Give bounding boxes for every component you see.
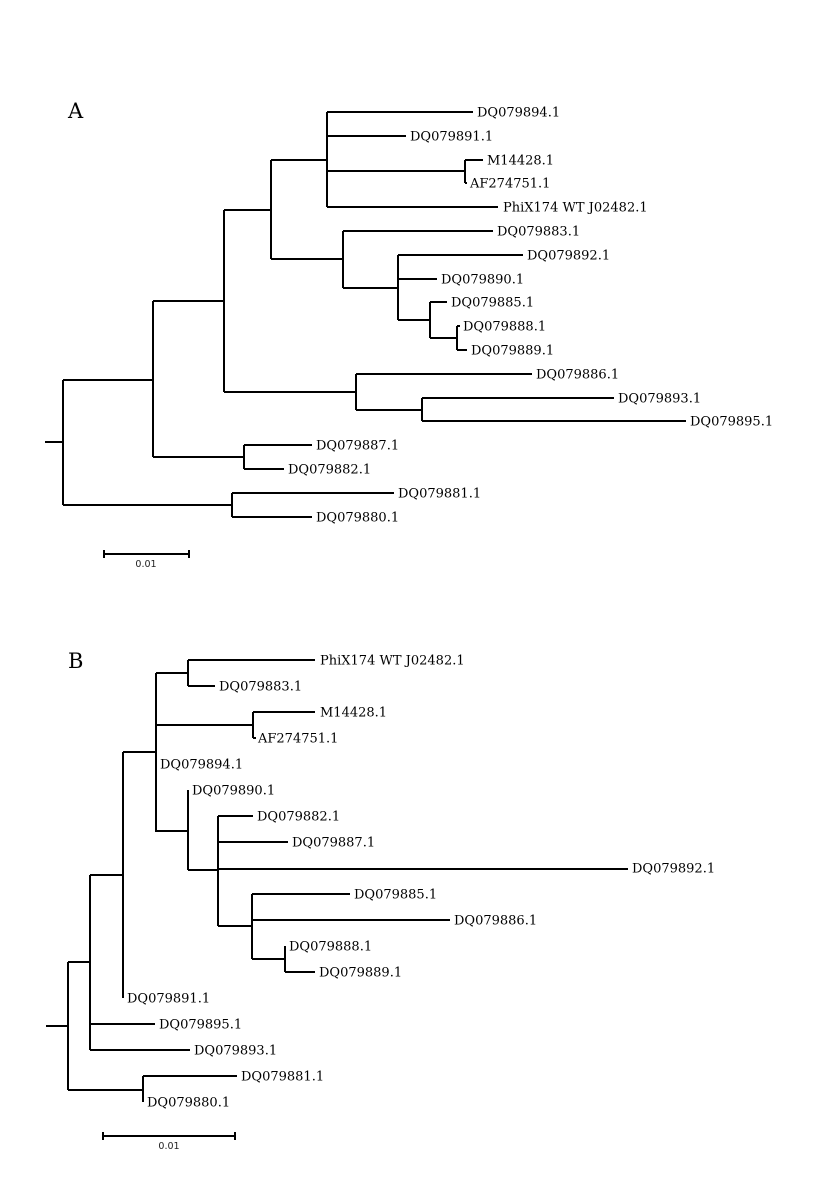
tip-label-a-dq079893: DQ079893.1 bbox=[618, 391, 702, 407]
tip-label-a-dq079885: DQ079885.1 bbox=[451, 295, 535, 311]
tip-label-a-m14428: M14428.1 bbox=[487, 153, 555, 169]
tip-label-b-dq079886: DQ079886.1 bbox=[454, 913, 538, 929]
tip-label-a-dq079889: DQ079889.1 bbox=[471, 343, 555, 359]
tip-label-a-dq079887: DQ079887.1 bbox=[316, 438, 400, 454]
tip-label-b-dq079890: DQ079890.1 bbox=[192, 783, 276, 799]
tip-label-a-dq079881: DQ079881.1 bbox=[398, 486, 482, 502]
tree-branches-b bbox=[46, 660, 628, 1102]
scale-bar-label-b: 0.01 bbox=[158, 1141, 180, 1152]
tip-label-a-dq079880: DQ079880.1 bbox=[316, 510, 400, 526]
tip-label-b-dq079885: DQ079885.1 bbox=[354, 887, 438, 903]
tree-panel-a bbox=[45, 99, 773, 570]
scale-bar-a bbox=[104, 550, 189, 558]
tip-label-b-dq079880: DQ079880.1 bbox=[147, 1095, 231, 1111]
tip-label-a-dq079890: DQ079890.1 bbox=[441, 272, 525, 288]
tip-label-a-dq079888: DQ079888.1 bbox=[463, 319, 547, 335]
tree-panel-b bbox=[46, 649, 715, 1152]
tip-label-b-dq079892: DQ079892.1 bbox=[632, 861, 716, 877]
tip-label-b-dq079882: DQ079882.1 bbox=[257, 809, 341, 825]
tip-label-b-dq079895: DQ079895.1 bbox=[159, 1017, 243, 1033]
scale-bar-b bbox=[103, 1132, 235, 1140]
tip-label-b-dq079883: DQ079883.1 bbox=[219, 679, 303, 695]
tip-label-a-af274751: AF274751.1 bbox=[470, 176, 551, 192]
tip-label-a-dq079894: DQ079894.1 bbox=[477, 105, 561, 121]
tip-label-b-dq079893: DQ079893.1 bbox=[194, 1043, 278, 1059]
tip-label-b-m14428: M14428.1 bbox=[320, 705, 388, 721]
tip-label-b-dq079888: DQ079888.1 bbox=[289, 939, 373, 955]
tip-label-a-dq079886: DQ079886.1 bbox=[536, 367, 620, 383]
tip-label-a-dq079895: DQ079895.1 bbox=[690, 414, 774, 430]
tip-label-a-dq079883: DQ079883.1 bbox=[497, 224, 581, 240]
panel-letter-a: A bbox=[68, 99, 84, 123]
tip-label-b-dq079889: DQ079889.1 bbox=[319, 965, 403, 981]
tip-label-b-dq079894: DQ079894.1 bbox=[160, 757, 244, 773]
tip-label-a-dq079891: DQ079891.1 bbox=[410, 129, 494, 145]
tip-label-a-phix174: PhiX174 WT J02482.1 bbox=[503, 200, 648, 216]
tip-label-b-phix174: PhiX174 WT J02482.1 bbox=[320, 653, 465, 669]
tip-label-b-af274751: AF274751.1 bbox=[258, 731, 339, 747]
tree-branches-a bbox=[45, 112, 686, 517]
panel-letter-b: B bbox=[68, 649, 84, 673]
scale-bar-label-a: 0.01 bbox=[135, 559, 157, 570]
tip-label-b-dq079881: DQ079881.1 bbox=[241, 1069, 325, 1085]
tip-label-b-dq079891: DQ079891.1 bbox=[127, 991, 211, 1007]
tip-label-b-dq079887: DQ079887.1 bbox=[292, 835, 376, 851]
tip-label-a-dq079882: DQ079882.1 bbox=[288, 462, 372, 478]
tip-label-a-dq079892: DQ079892.1 bbox=[527, 248, 611, 264]
